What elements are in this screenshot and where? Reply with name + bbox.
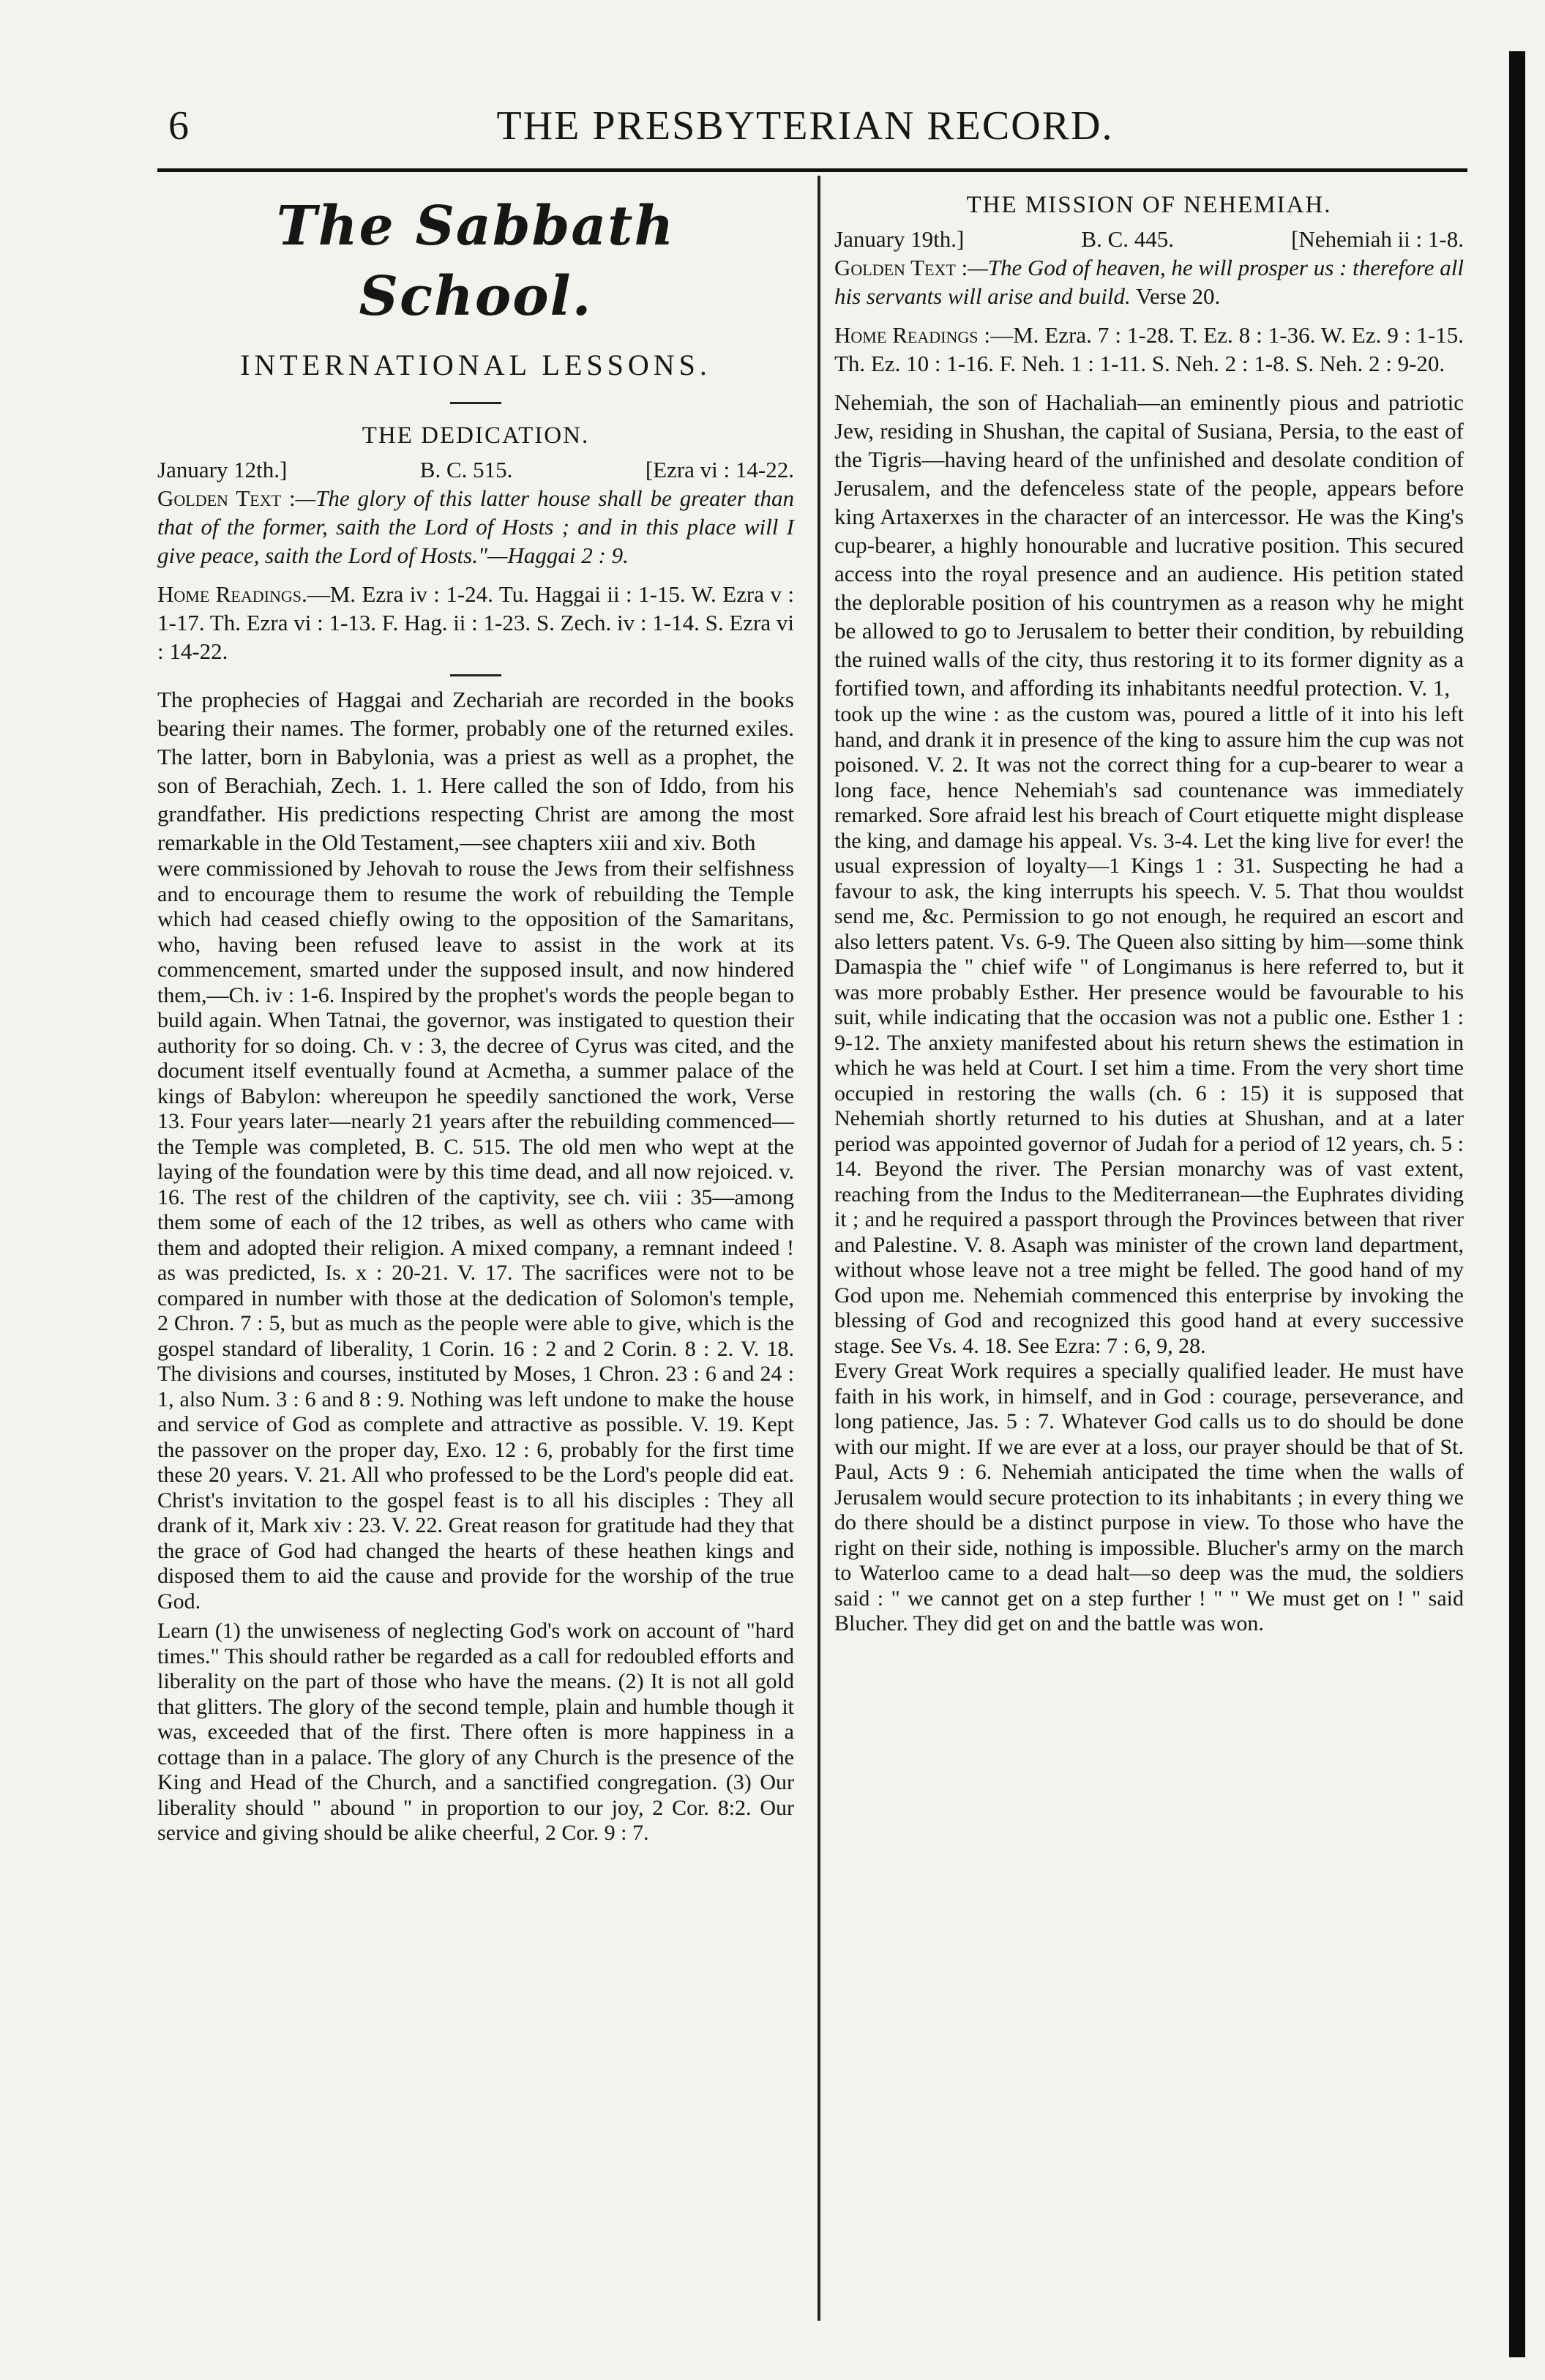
section-title: INTERNATIONAL LESSONS.: [240, 348, 711, 381]
lesson-year: B. C. 515.: [419, 457, 513, 482]
home-readings: [834, 321, 1464, 378]
section-masthead: The Sabbath School.: [276, 195, 676, 328]
golden-text-verse: Verse 20.: [1130, 283, 1221, 309]
journal-title: THE PRESBYTERIAN RECORD.: [496, 103, 1114, 149]
lesson-title: THE MISSION OF NEHEMIAH.: [966, 192, 1332, 218]
page-number: 6: [168, 103, 189, 149]
home-readings-body: —M. Ezra. 7 : 1-28. T. Ez. 8 : 1-36. W. Ez. 9 : 1-15. Th. Ez. 10 : 1-16. F. Neh. 1 : 1-11. S. Neh. 2 : 1-8. S. Neh. 2 : 9-20.: [834, 322, 1464, 376]
lesson-date: January 12th.]: [157, 457, 288, 482]
home-readings-label: Home Readings :: [834, 322, 991, 348]
header-rule: [157, 168, 1467, 172]
short-divider: [450, 674, 501, 676]
lesson-reference: [Ezra vi : 14-22.: [645, 457, 794, 482]
lesson-reference: [Nehemiah ii : 1-8.: [1291, 226, 1464, 252]
lesson-dateline: [834, 225, 1464, 253]
running-head: [146, 102, 1464, 168]
left-column: [157, 187, 794, 1846]
lesson-year: B. C. 445.: [1081, 226, 1175, 252]
home-readings-body: —M. Ezra iv : 1-24. Tu. Haggai ii : 1-15. W. Ezra v : 1-17. Th. Ezra vi : 1-13. F. Hag. ii : 1-23. S. Zech. iv : 1-14. S. Ezra vi : 14-22.: [157, 581, 794, 664]
right-margin-bar: [1509, 51, 1525, 2357]
golden-text-body: —The glory of this latter house shall be greater than that of the former, saith the Lord of Hosts ; and in this place will I give peace, saith the Lord of Hosts."—Haggai 2 : 9.: [157, 485, 794, 568]
lesson-application: Every Great Work requires a specially qualified leader. He must have faith in his work, in himself, and in God : courage, perseverance, and long patience, Jas. 5 : 7. Whatever God calls us to do should be done with our might. If we are ever at a loss, our prayer should be that of St. Paul, Acts 9 : 6. Nehemiah anticipated the time when the walls of Jerusalem would secure protection to its inhabitants ; in every thing we do there should be a distinct purpose in view. To those who have the right on their side, nothing is impossible. Blucher's army on the march to Waterloo came to a dead halt—so deep was the mud, the soldiers said : " we cannot get on a step further ! " " We must get on ! " said Blucher. They did get on and the battle was won.: [834, 1359, 1464, 1635]
commentary-paragraph: were commissioned by Jehovah to rouse the Jews from their selfishness and to encourage them to resume the work of rebuilding the Temple which had ceased chiefly owing to the opposition of the Samaritans, who, having been refused leave to assist in the work at its commencement, smarted under the supposed insult, and now hindered them,—Ch. iv : 1-6. Inspired by the prophet's words the people began to build again. When Tatnai, the governor, was instigated to question their authority for so doing. Ch. v : 3, the decree of Cyrus was cited, and the document itself eventually found at Acmetha, a summer palace of the kings of Babylon: whereupon he speedily sanctioned the work, Verse 13. Four years later—nearly 21 years after the rebuilding commenced—the Temple was completed, B. C. 515. The old men who wept at the laying of the foundation were by this time dead, and all now rejoiced. v. 16. The rest of the children of the captivity, see ch. viii : 35—among them some of each of the 12 tribes, as well as others who came with them and adopted their religion. A mixed company, a remnant indeed ! as was predicted, Is. x : 20-21. V. 17. The sacrifices were not to be compared in number with those at the dedication of Solomon's temple, 2 Chron. 7 : 5, but as much as the people were able to give, which is the gospel standard of liberality, 1 Corin. 16 : 2 and 2 Corin. 8 : 2. V. 18. The divisions and courses, instituted by Moses, 1 Chron. 23 : 6 and 24 : 1, also Num. 3 : 6 and 8 : 9. Nothing was left undone to make the house and service of God as complete and attractive as possible. V. 19. Kept the passover on the proper day, Exo. 12 : 6, probably for the first time these 20 years. V. 21. All who professed to be the Lord's people did eat. Christ's invitation to the gospel feast is to all his disciples : They all drank of it, Mark xiv : 23. V. 22. Great reason for gratitude had they that the grace of God had changed the hearts of these heathen kings and disposed them to aid the cause and provide for the worship of the true God.: [157, 857, 794, 1614]
golden-text: [834, 253, 1464, 310]
commentary-paragraph: Nehemiah, the son of Hachaliah—an eminently pious and patriotic Jew, residing in Shushan, the capital of Susiana, Persia, to the east of the Tigris—having heard of the unfinished and desolate condition of Jerusalem, and the defenceless state of the people, appears before king Artaxerxes in the character of an intercessor. He was the King's cup-bearer, a highly honourable and lucrative position. This secured access into the royal presence and an audience. His petition stated the deplorable position of his countrymen as a reason why he might be allowed to go to Jerusalem to better their condition, by rebuilding the ruined walls of the city, thus restoring it to its former dignity as a fortified town, and affording its inhabitants needful protection. V. 1,: [834, 389, 1464, 701]
column-divider: [818, 176, 820, 2321]
golden-text-body: —The God of heaven, he will prosper us : therefore all his servants will arise and build.: [834, 255, 1464, 309]
golden-text-label: Golden Text :: [157, 485, 296, 511]
lesson-title: THE DEDICATION.: [362, 422, 590, 449]
home-readings: [157, 580, 794, 665]
commentary-paragraph: The prophecies of Haggai and Zechariah are recorded in the books bearing their names. The former, probably one of the returned exiles. The latter, born in Babylonia, was a priest as well as a prophet, the son of Berachiah, Zech. 1. 1. Here called the son of Iddo, from his grandfather. His predictions respecting Christ are among the most remarkable in the Old Testament,—see chapters xiii and xiv. Both: [157, 687, 794, 855]
home-readings-label: Home Readings.: [157, 581, 307, 607]
right-column: [834, 187, 1464, 1637]
lesson-dateline: [157, 455, 794, 484]
short-divider: [450, 402, 501, 404]
lesson-date: January 19th.]: [834, 226, 965, 252]
golden-text-label: Golden Text :: [834, 255, 968, 280]
lesson-application: Learn (1) the unwiseness of neglecting God's work on account of "hard times." This should rather be regarded as a call for redoubled efforts and liberality on the part of those who have the means. (2) It is not all gold that glitters. The glory of the second temple, plain and humble though it was, exceeded that of the first. There often is more happiness in a cottage than in a palace. The glory of any Church is the presence of the King and Head of the Church, and a sanctified congregation. (3) Our liberality should " abound " in proportion to our joy, 2 Cor. 8:2. Our service and giving should be alike cheerful, 2 Cor. 9 : 7.: [157, 1619, 794, 1845]
commentary-paragraph: took up the wine : as the custom was, poured a little of it into his left hand, and drank it in presence of the king to assure him the cup was not poisoned. V. 2. It was not the correct thing for a cup-bearer to wear a long face, hence Nehemiah's sad countenance was immediately remarked. Sore afraid lest his breach of Court etiquette might displease the king, and damage his appeal. Vs. 3-4. Let the king live for ever! the usual expression of loyalty—1 Kings 1 : 31. Suspecting he had a favour to ask, the king interrupts his speech. V. 5. That thou wouldst send me, &c. Permission to go not enough, he required an escort and also letters patent. Vs. 6-9. The Queen also sitting by him—some think Damaspia the " chief wife " of Longimanus is here referred to, but it was more probably Esther. Her presence would be favourable to his suit, while indicating that the occasion was not a public one. Esther 1 : 9-12. The anxiety manifested about his return shews the estimation in which he was held at Court. I set him a time. From the very short time occupied in restoring the walls (ch. 6 : 15) it is supposed that Nehemiah shortly returned to his duties at Shushan, and at a later period was appointed governor of Judah for a period of 12 years, ch. 5 : 14. Beyond the river. The Persian monarchy was of vast extent, reaching from the Indus to the Mediterranean—the Euphrates dividing it ; and he required a passport through the Provinces between that river and Palestine. V. 8. Asaph was minister of the crown land department, without whose leave not a tree might be felled. The good hand of my God upon me. Nehemiah commenced this enterprise by invoking the blessing of God and recognized this good hand at every successive stage. See Vs. 4. 18. See Ezra: 7 : 6, 9, 28.: [834, 702, 1464, 1358]
golden-text: [157, 484, 794, 570]
